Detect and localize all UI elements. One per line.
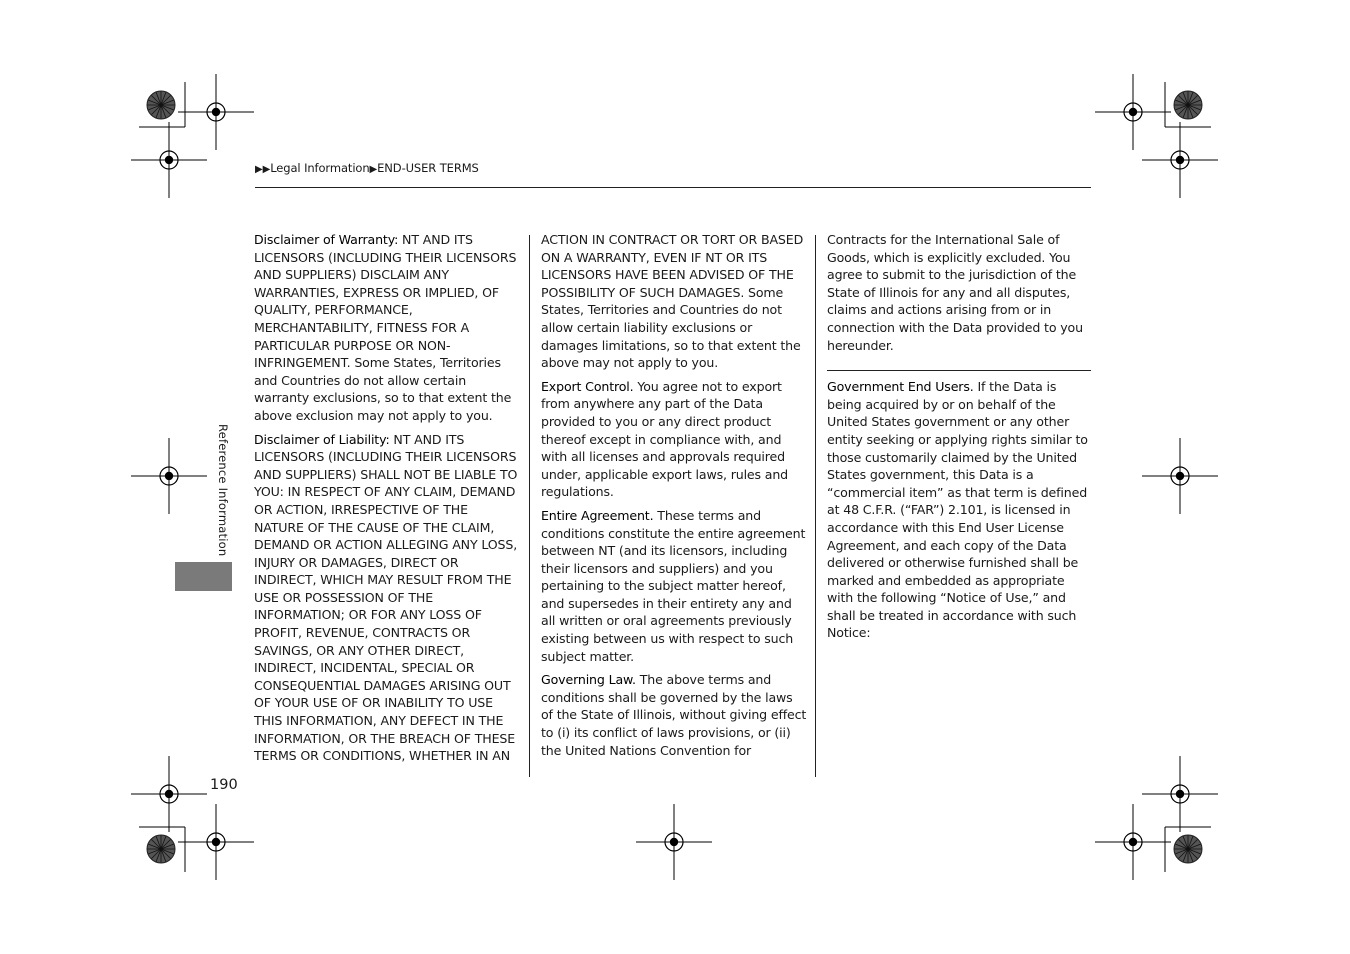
paragraph-continuation bbox=[541, 231, 807, 372]
paragraph-heading: Disclaimer of Warranty: bbox=[254, 232, 399, 247]
paragraph-body: Contracts for the International Sale of Goods, which is explicitly excluded. You agree to submit to the jurisdiction of the State of Illinois for any and all disputes, claims and actions arising from or in connection with the Data provided to you hereunder. bbox=[827, 232, 1083, 353]
paragraph-governing-law bbox=[541, 671, 807, 759]
paragraph-body: ACTION IN CONTRACT OR TORT OR BASED ON A WARRANTY, EVEN IF NT OR ITS LICENSORS HAVE BEEN ADVISED OF THE POSSIBILITY OF SUCH DAMAGES. Some States, Territories and Countries do not allow certain liability exclusions or damages limitations, so to that extent the above may not apply to you. bbox=[541, 232, 804, 371]
column-divider bbox=[529, 235, 530, 777]
starburst-top-left bbox=[147, 91, 175, 119]
paragraph-heading: Government End Users. bbox=[827, 379, 974, 395]
text-column-2 bbox=[541, 231, 807, 765]
side-section-label: Reference Information bbox=[216, 424, 230, 557]
paragraph-body: NT AND ITS LICENSORS (INCLUDING THEIR LICENSORS AND SUPPLIERS) SHALL NOT BE LIABLE TO YOU: IN RESPECT OF ANY CLAIM, DEMAND OR ACTION, IRRESPECTIVE OF THE NATURE OF THE CAUSE OF THE CLAIM, DEMAND OR ACTION ALLEGING ANY LOSS, INJURY OR DAMAGES, DIRECT OR INDIRECT, WHICH MAY RESULT FROM THE USE OR POSSESSION OF THE INFORMATION; OR FOR ANY LOSS OF PROFIT, REVENUE, CONTRACTS OR SAVINGS, OR ANY OTHER DIRECT, INDIRECT, INCIDENTAL, SPECIAL OR CONSEQUENTIAL DAMAGES ARISING OUT OF YOUR USE OF OR INABILITY TO USE THIS INFORMATION, ANY DEFECT IN THE INFORMATION, OR THE BREACH OF THESE TERMS OR CONDITIONS, WHETHER IN AN bbox=[254, 431, 518, 764]
starburst-bottom-left bbox=[147, 835, 175, 863]
starburst-bottom-right bbox=[1174, 835, 1202, 863]
text-column-1 bbox=[254, 231, 520, 771]
paragraph-heading: Export Control. bbox=[541, 378, 634, 394]
paragraph-disclaimer-of-warranty bbox=[254, 231, 520, 425]
page-number: 190 bbox=[210, 777, 238, 793]
section-divider bbox=[827, 370, 1091, 371]
paragraph-entire-agreement bbox=[541, 507, 807, 665]
paragraph-disclaimer-of-liability bbox=[254, 431, 520, 765]
paragraph-export-control bbox=[541, 378, 807, 501]
breadcrumb bbox=[255, 161, 479, 175]
column-divider bbox=[815, 235, 816, 777]
paragraph-heading: Governing Law. bbox=[541, 672, 636, 688]
paragraph-body: If the Data is being acquired by or on behalf of the United States government or any other entity seeking or applying rights similar to those customarily claimed by the United States government, this Data is a “commercial item” as that term is defined at 48 C.F.R. (“FAR”) 2.101, is licensed in accordance with this End User License Agreement, and each copy of the Data delivered or otherwise furnished shall be marked and embedded as appropriate with the following “Notice of Use,” and shall be treated in accordance with such Notice: bbox=[827, 379, 1088, 641]
paragraph-heading: Disclaimer of Liability: bbox=[254, 431, 390, 447]
header-rule bbox=[255, 187, 1091, 188]
paragraph-continuation bbox=[827, 231, 1091, 354]
text-column-3 bbox=[827, 231, 1091, 648]
side-section-tab bbox=[175, 562, 232, 591]
paragraph-government-end-users bbox=[827, 378, 1091, 642]
breadcrumb-subsection: END-USER TERMS bbox=[377, 161, 479, 175]
paragraph-body: NT AND ITS LICENSORS (INCLUDING THEIR LICENSORS AND SUPPLIERS) DISCLAIM ANY WARRANTIES, EXPRESS OR IMPLIED, OF QUALITY, PERFORMANCE, MERCHANTABILITY, FITNESS FOR A PARTICULAR PURPOSE OR NON-INFRINGEMENT. Some States, Territories and Countries do not allow certain warranty exclusions, so to that extent the above exclusion may not apply to you. bbox=[254, 232, 517, 423]
paragraph-body: These terms and conditions constitute the entire agreement between NT (and its licensors, including their licensors and suppliers) and you pertaining to the subject matter hereof, and supersedes in their entirety any and all written or oral agreements previously existing between us with respect to such subject matter. bbox=[541, 507, 806, 664]
paragraph-heading: Entire Agreement. bbox=[541, 507, 654, 523]
paragraph-body: The above terms and conditions shall be governed by the laws of the State of Illinois, without giving effect to (i) its conflict of laws provisions, or (ii) the United Nations Convention for bbox=[541, 672, 807, 758]
breadcrumb-arrow-icon: ▶ bbox=[369, 164, 378, 175]
breadcrumb-section: Legal Information bbox=[270, 161, 370, 175]
breadcrumb-arrow-icon: ▶▶ bbox=[255, 164, 271, 175]
paragraph-body: You agree not to export from anywhere any part of the Data provided to you or any direct product thereof except in compliance with, and with all licenses and approvals required under, applicable export laws, rules and regulations. bbox=[541, 378, 789, 500]
starburst-top-right bbox=[1174, 91, 1202, 119]
